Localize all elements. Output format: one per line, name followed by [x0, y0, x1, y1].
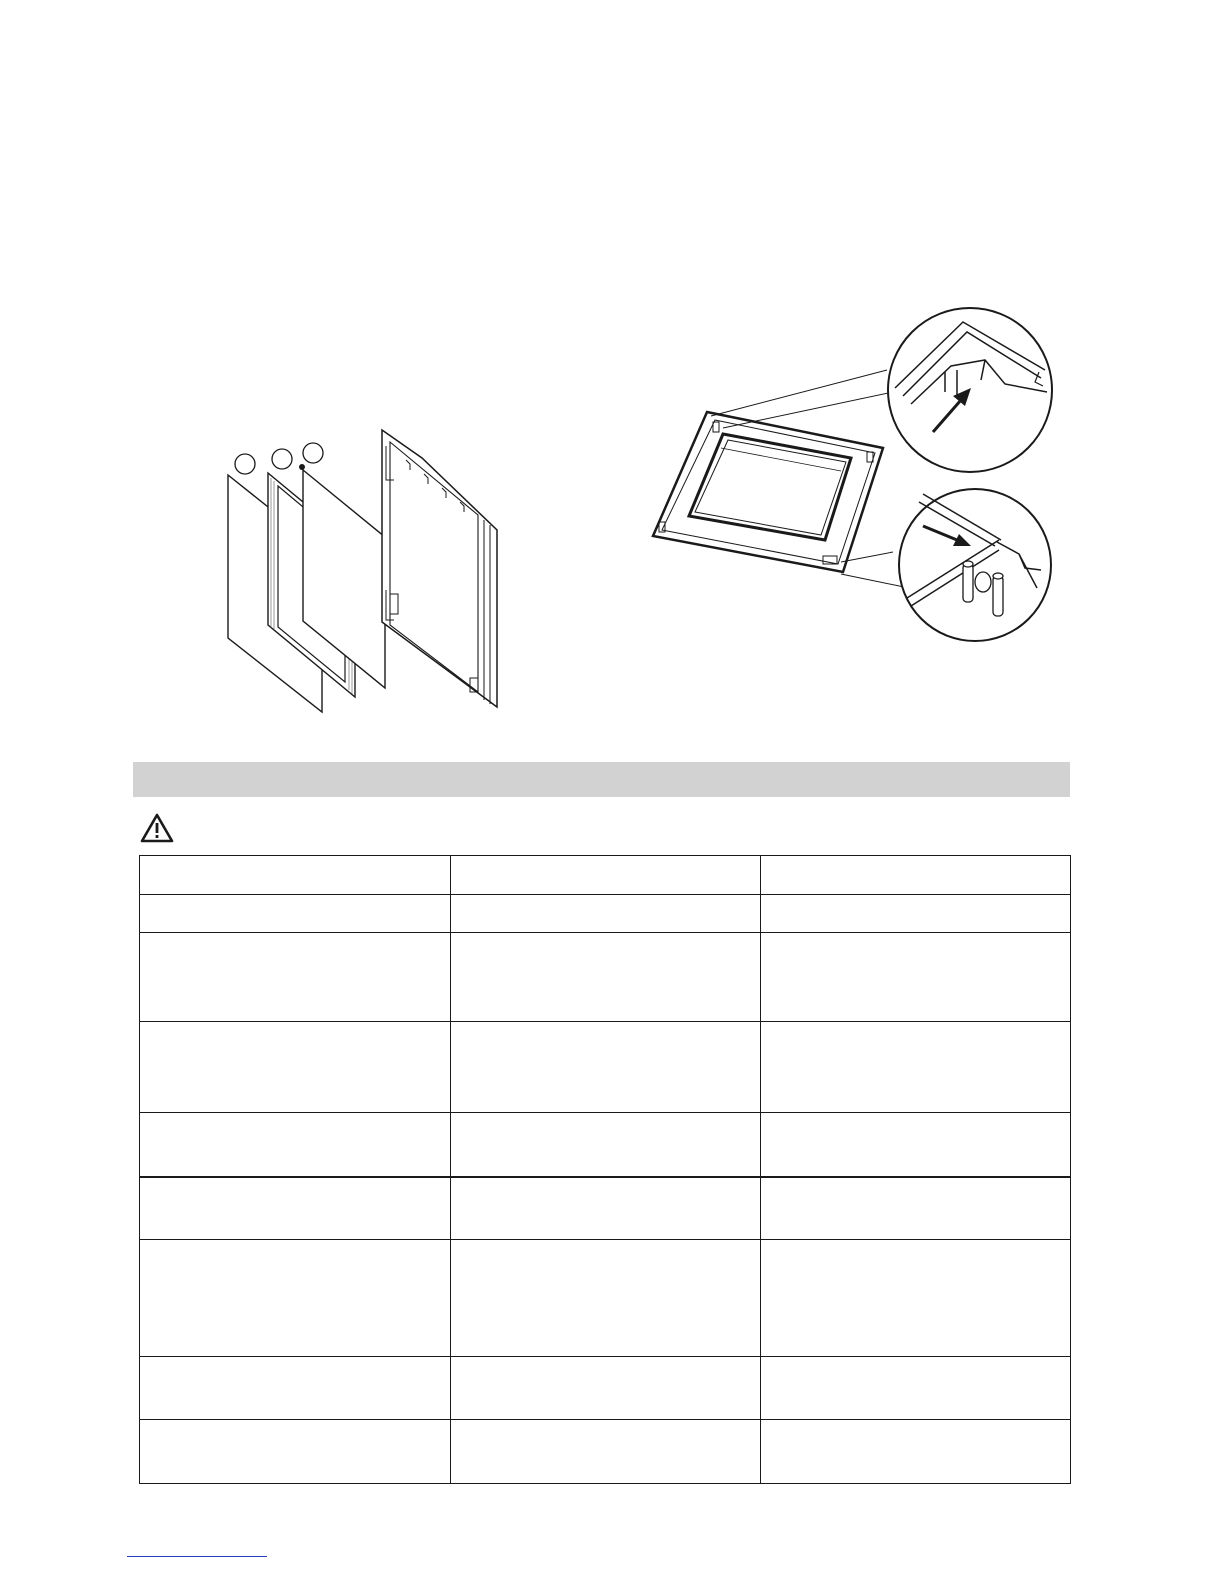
table-cell	[140, 1240, 451, 1357]
door-body	[382, 430, 497, 707]
table-row	[140, 895, 1071, 933]
table-cell	[761, 1113, 1071, 1177]
table-cell	[451, 895, 761, 933]
troubleshooting-table	[139, 855, 1071, 1484]
table-cell	[761, 933, 1071, 1022]
table-cell	[761, 1240, 1071, 1357]
table-row	[140, 1240, 1071, 1357]
table-cell	[140, 1113, 451, 1177]
table-cell	[451, 856, 761, 895]
table-row	[140, 1420, 1071, 1484]
warning-triangle-icon	[140, 813, 174, 843]
table-cell	[140, 1357, 451, 1420]
table-cell	[761, 895, 1071, 933]
table-cell	[451, 1177, 761, 1240]
table-cell	[140, 1022, 451, 1113]
table-cell	[140, 895, 451, 933]
table-row	[140, 933, 1071, 1022]
table-row	[140, 856, 1071, 895]
table-cell	[761, 856, 1071, 895]
table-row	[140, 1357, 1071, 1420]
callout-3	[303, 443, 323, 463]
door-glass-detail-diagram	[645, 300, 1065, 670]
table-cell	[451, 1113, 761, 1177]
table-cell	[140, 1177, 451, 1240]
exploded-door-diagram	[210, 420, 510, 720]
table-cell	[451, 1022, 761, 1113]
callout-2	[272, 449, 292, 469]
table-cell	[140, 933, 451, 1022]
callout-1	[235, 454, 255, 474]
section-heading-bar	[133, 762, 1070, 797]
table-row	[140, 1177, 1071, 1240]
table-cell	[451, 1420, 761, 1484]
table-cell	[140, 856, 451, 895]
table-cell	[140, 1420, 451, 1484]
table-cell	[451, 1240, 761, 1357]
table-row	[140, 1022, 1071, 1113]
table-cell	[761, 1357, 1071, 1420]
table-cell	[761, 1420, 1071, 1484]
footer-rule	[127, 1556, 267, 1557]
table-row	[140, 1113, 1071, 1177]
table-cell	[761, 1177, 1071, 1240]
table-cell	[761, 1022, 1071, 1113]
table-cell	[451, 1357, 761, 1420]
table-cell	[451, 933, 761, 1022]
